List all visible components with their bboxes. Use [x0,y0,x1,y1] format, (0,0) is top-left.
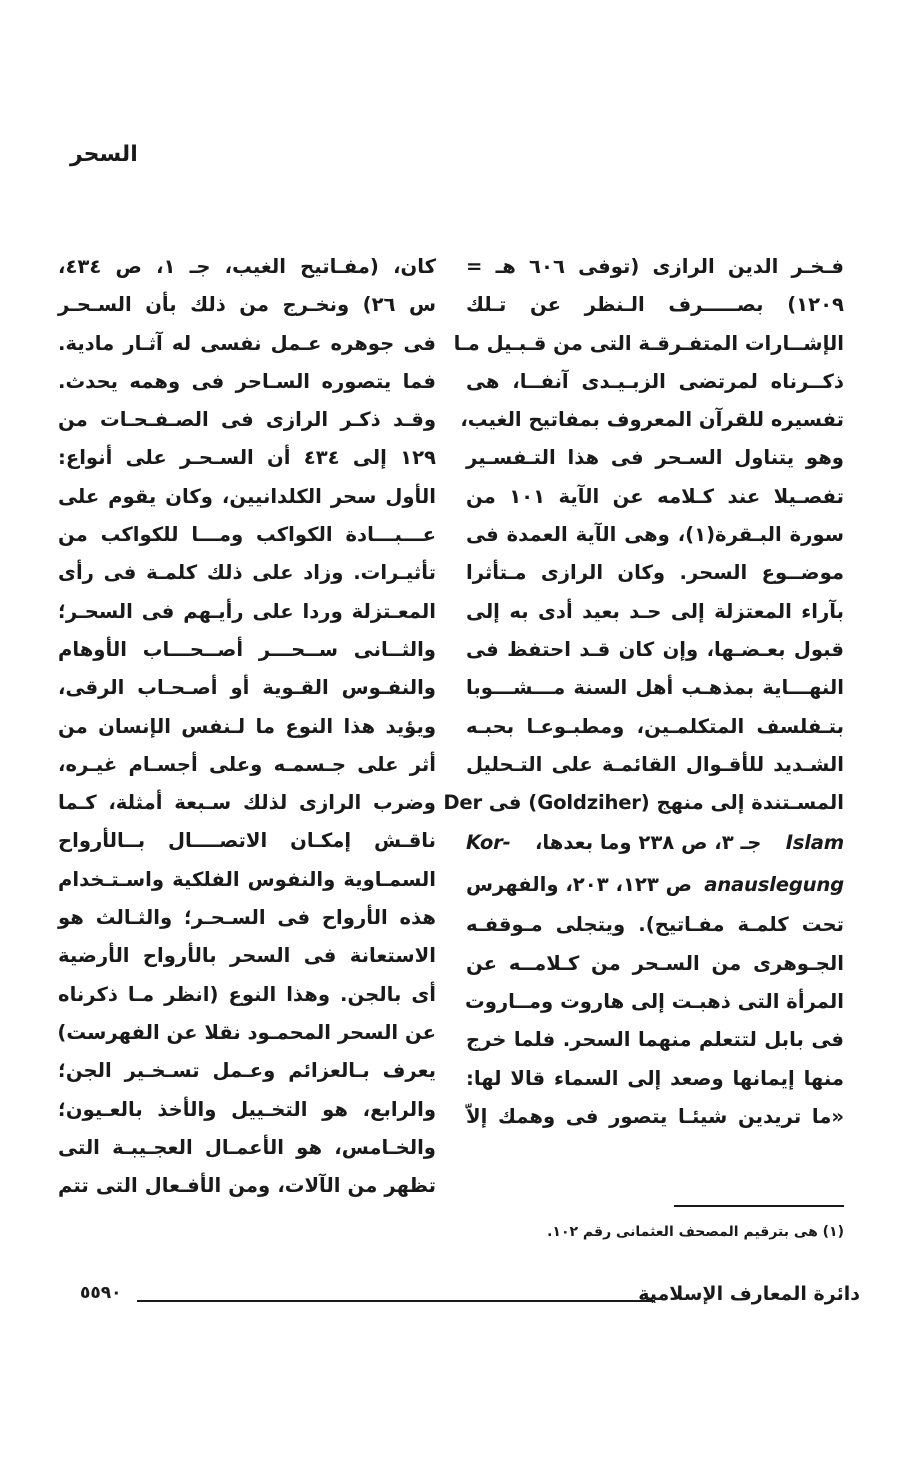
text-line: وقـد ذكـر الرازى فى الصـفـحـات من [58,408,436,432]
text-line: والنفـوس القـوية أو أصـحـاب الرقى، [58,676,436,700]
text-line-latin [466,822,844,864]
page-footer [80,1283,860,1313]
journal-title: دائرة المعارف الإسلامية [638,1283,860,1305]
text-line: فى بابل لتتعلم منهما السحر. فلما خرج [466,1028,844,1052]
text-line: ١٢٠٩) بصـــــرف الـنظر عن تـلك [466,293,844,317]
text-line: المسـتندة إلى منهج (Goldziher) فى Der [443,791,844,815]
text-line: موضــوع السحر. وكان الرازى مـتأثرا [466,561,844,585]
text-line: فما يتصوره السـاحر فى وهمه يحدث. [58,369,436,393]
text-line: كان، (مفـاتيح الغيب، جـ ١، ص ٤٣٤، [58,255,436,278]
footnote-divider [674,1205,844,1207]
footer-divider [137,1300,655,1302]
footnote: (١) هى بترقيم المصحف العثمانى رقم ١٠٢. [547,1224,844,1240]
text-line: ويؤيد هذا النوع ما لـنفس الإنسان من [58,714,436,738]
text-line: منها إيمانها وصعد إلى السماء قالا لها: [466,1066,844,1090]
text-line: الإشــارات المتفـرقـة التى من قـبـيل مـا [453,331,844,355]
text-line: تأثيـرات. وزاد على ذلك كلمـة فى رأى [58,561,436,585]
left-column [58,248,436,1205]
text-line: المرأة التى ذهبـت إلى هاروت ومــاروت [465,990,844,1014]
text-line: هذه الأرواح فى السـحـر؛ والثـالث هو [58,906,436,930]
text-line: الجـوهرى من السـحر من كـلامــه عن [466,951,844,975]
text-line: تظهر من الآلات، ومن الأفـعال التى تتم [58,1174,436,1198]
text-line: «ما تريدين شيئـا يتصور فى وهمك إلاّ [466,1104,844,1128]
text-line: المعـتزلة وردا على رأيـهم فى السحـر؛ [58,599,436,623]
text-line: ذكــرناه لمرتضى الزبـيـدى آنفــا، هى [466,369,844,393]
citation-text: ص ١٢٣، ٢٠٣، والفهرس [466,873,693,897]
text-line: وضرب الرازى لذلك سـبعة أمثلة، كـما [58,791,436,815]
text-line: عـــبـــادة الكواكب ومـــا للكواكب من [58,523,436,547]
text-line: أثر على جـسمـه وعلى أجسـام غيـره، [58,752,436,776]
text-line: ناقـش إمكـان الاتصــــال بــالأرواح [58,829,436,853]
text-line: الشـديد للأقـوال القائمـة على التـحليل [466,752,844,776]
right-column [443,248,844,1136]
text-line: أى بالجن. وهذا النوع (انظر مـا ذكرناه [58,982,436,1006]
page-number: ٥٥٩٠ [80,1283,122,1303]
text-line: يعرف بـالعزائم وعـمل تسـخـير الجن؛ [58,1059,436,1083]
text-line: والرابع، هو التخـييل والأخذ بالعـيون؛ [58,1097,436,1121]
text-line: تحت كلمـة مفـاتيح). ويتجلى مـوقفـه [466,913,844,937]
latin-term: anauslegung [704,873,844,897]
text-line: وهو يتناول السـحر فى هذا التـفسـير [466,446,844,470]
text-line: تفصـيلا عند كـلامه عن الآية ١٠١ من [466,484,844,508]
text-line-latin [466,864,844,906]
text-line: عن السحر المحمـود نقلا عن الفهرست) [57,1020,436,1044]
latin-term: Kor- [466,831,511,855]
text-line: ١٢٩ إلى ٤٣٤ أن السـحـر على أنواع: [58,446,436,470]
text-line: س ٢٦) ونخـرج من ذلك بأن السـحـر [58,293,436,317]
text-line: فى جوهره عـمل نفسى له آثـار مادية. [58,331,436,355]
latin-term: Islam [785,831,844,855]
text-line: الأول سحر الكلدانيين، وكان يقوم على [58,484,436,508]
text-line: قبول بعـضـها، وإن كان قـد احتفظ فى [466,637,844,661]
text-line: السمـاوية والنفوس الفلكية واسـتـخدام [58,867,436,891]
text-line: سورة البـقرة(١)، وهى الآية العمدة فى [466,523,844,547]
text-line: بتـفلسف المتكلمـين، ومطبـوعـا بحبـه [466,714,844,738]
text-line: بآراء المعتزلة إلى حـد بعيد أدى به إلى [466,599,844,623]
citation-text: جـ ٣، ص ٢٣٨ وما بعدها، [534,831,762,855]
text-line: والخـامس، هو الأعمـال العجـيبـة التى [58,1135,436,1159]
text-line: النهـــاية بمذهـب أهل السنة مـــشـــوبا [466,676,844,700]
text-line: تفسيره للقرآن المعروف بمفاتيح الغيب، [460,408,844,432]
text-line: والثــانى ســحـــر أصــحـــاب الأوهام [58,637,436,661]
text-line: الاستعانة فى السحر بالأرواح الأرضية [58,944,436,968]
text-line: فـخـر الدين الرازى (توفى ٦٠٦ هـ = [466,255,844,278]
running-header: السحر [70,142,138,167]
